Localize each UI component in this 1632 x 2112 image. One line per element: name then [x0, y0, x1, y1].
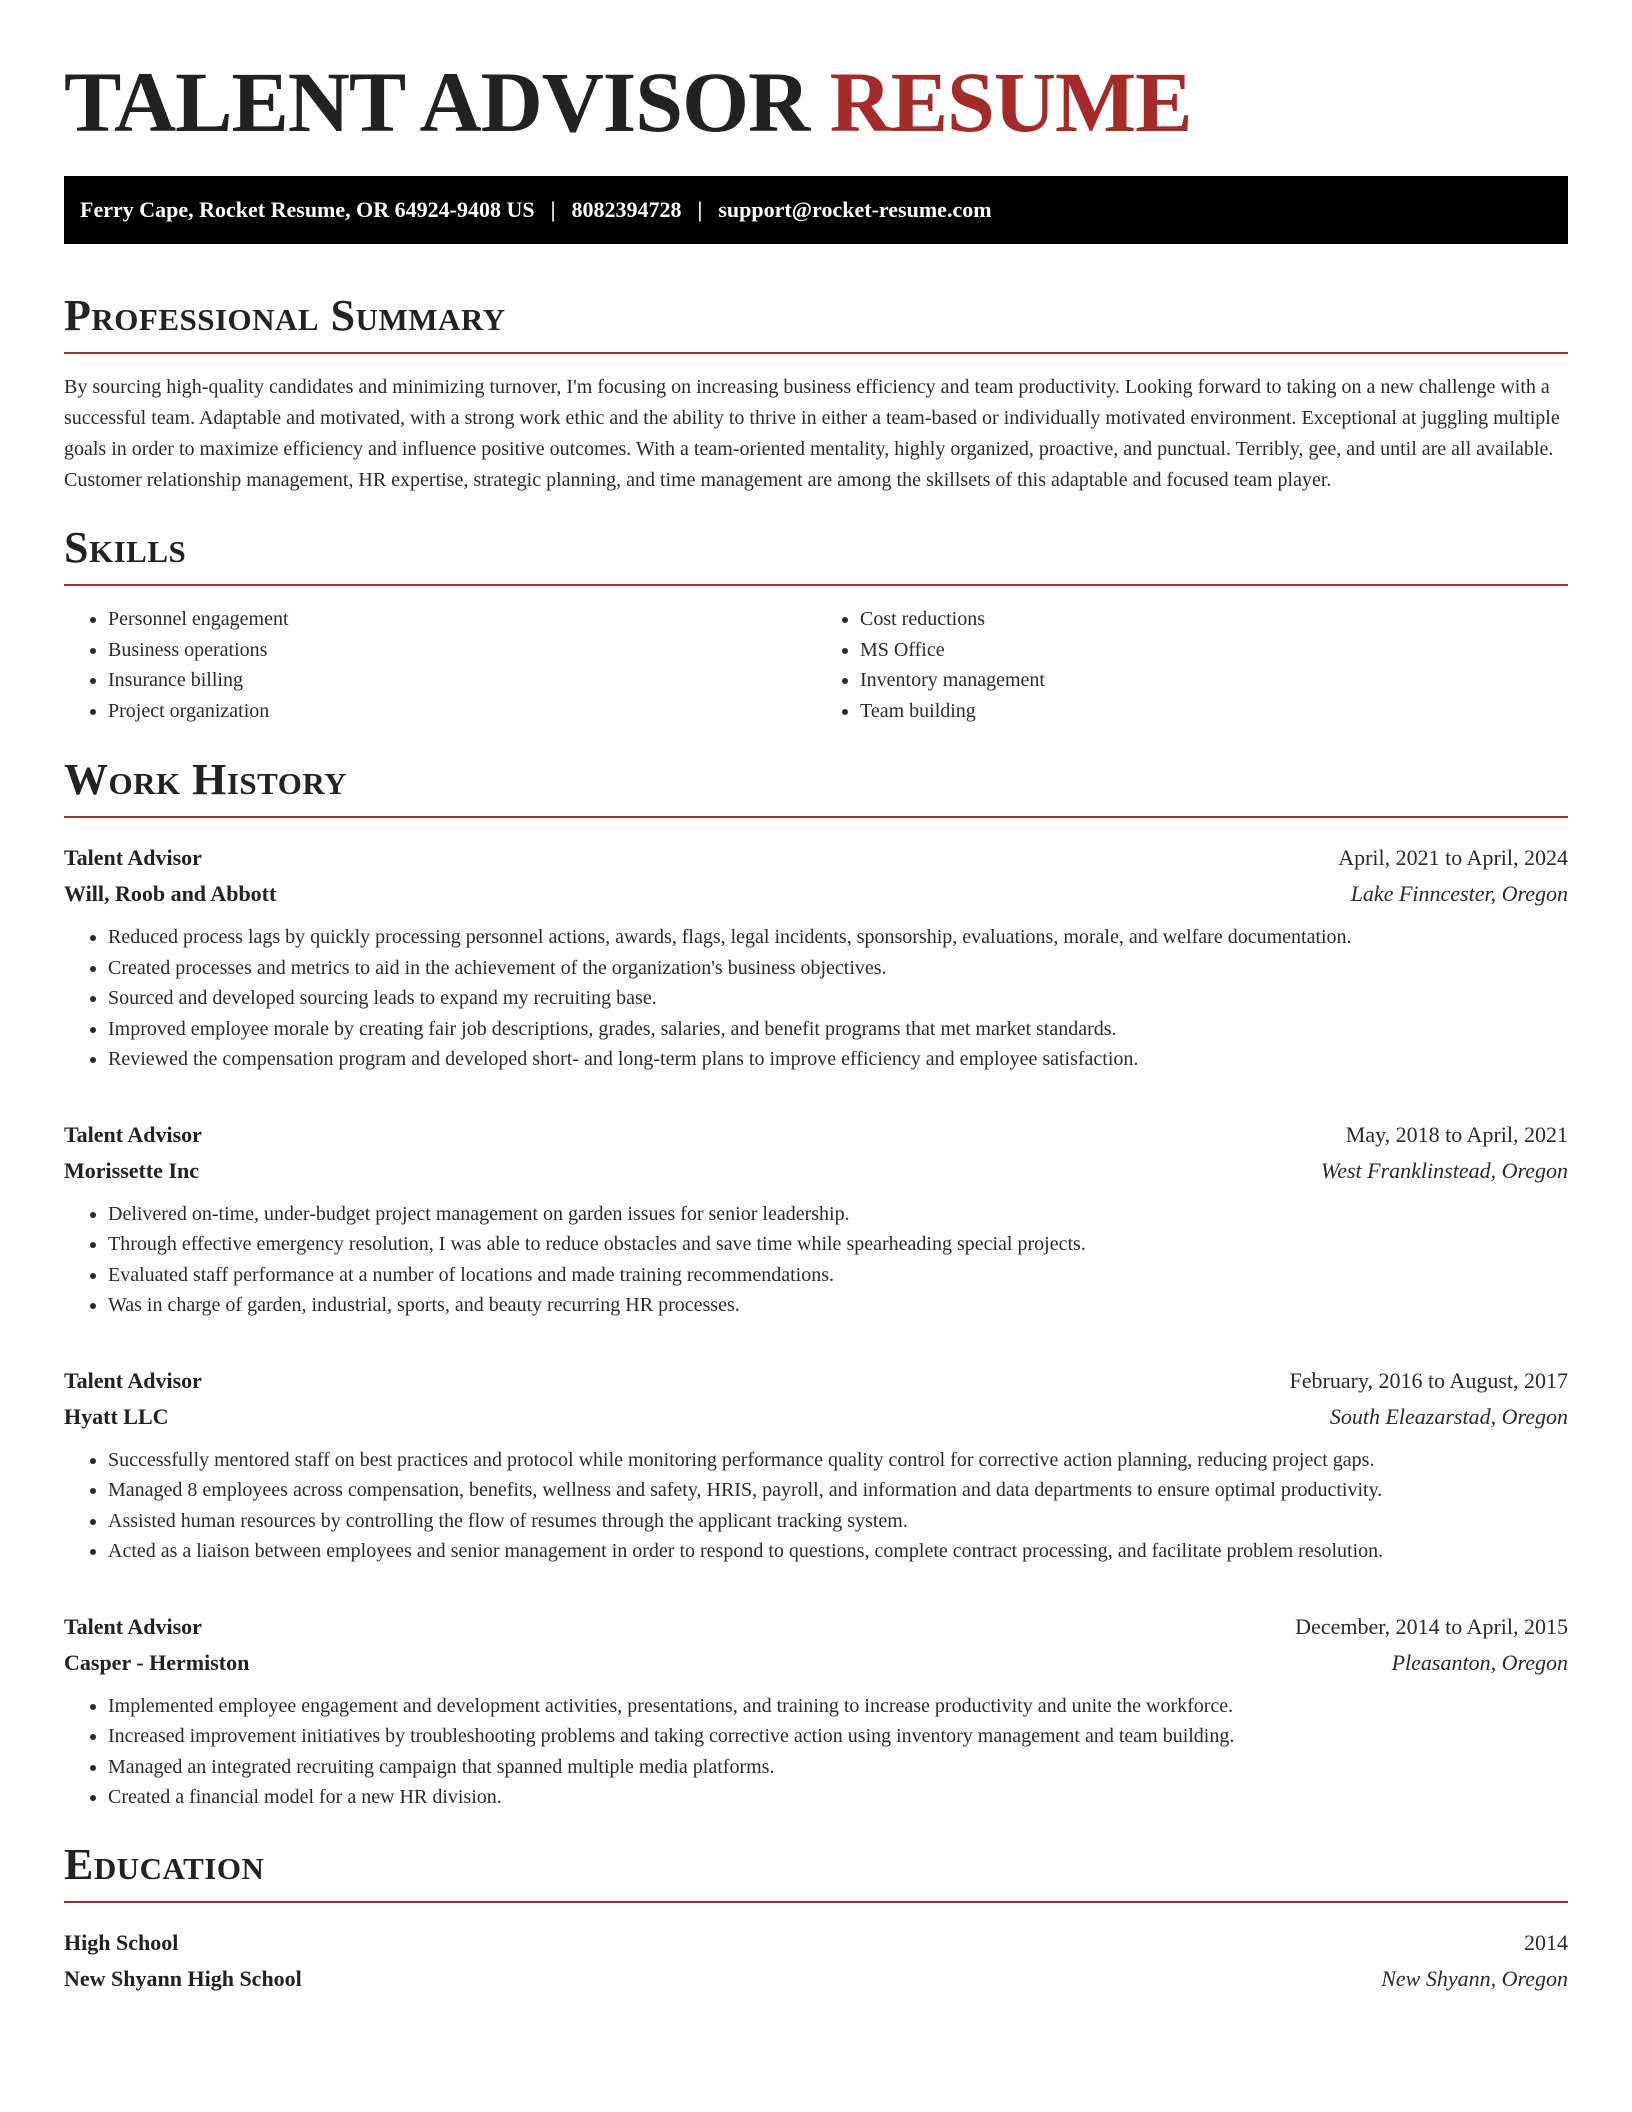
job-entry — [64, 840, 1568, 1075]
job-bullet: • Created a financial model for a new HR division. — [108, 1782, 1568, 1813]
education-entry — [64, 1925, 1568, 1997]
job-bullet: • Assisted human resources by controlling the flow of resumes through the applicant tracking system. — [108, 1506, 1568, 1537]
job-bullet: • Improved employee morale by creating fair job descriptions, grades, salaries, and benefit programs that met market standards. — [108, 1014, 1568, 1045]
education-heading: Education — [64, 1839, 265, 1889]
skill-item: • Project organization — [108, 696, 816, 727]
job-location: Lake Finncester, Oregon — [1350, 881, 1568, 906]
job-bullet: • Evaluated staff performance at a number of locations and made training recommendations. — [108, 1260, 1568, 1291]
title-accent: RESUME — [829, 54, 1192, 150]
section-divider — [64, 816, 1568, 818]
skill-item: • Cost reductions — [860, 604, 1568, 635]
contact-bar — [64, 176, 1568, 244]
skill-item: • Personnel engagement — [108, 604, 816, 635]
contact-address: Ferry Cape, Rocket Resume, OR 64924-9408 US — [80, 197, 535, 222]
contact-separator: | — [697, 197, 703, 222]
job-bullet: • Managed 8 employees across compensation, benefits, wellness and safety, HRIS, payroll, and information and data departments to ensure optimal productivity. — [108, 1475, 1568, 1506]
job-bullets — [64, 922, 1568, 1075]
job-title: Talent Advisor — [64, 1367, 202, 1393]
skills-list — [64, 604, 1568, 726]
contact-email: support@rocket-resume.com — [718, 197, 992, 222]
job-title: Talent Advisor — [64, 1121, 202, 1147]
job-company: Will, Roob and Abbott — [64, 881, 277, 906]
job-location: South Eleazarstad, Oregon — [1329, 1403, 1568, 1429]
job-bullet: • Sourced and developed sourcing leads to expand my recruiting base. — [108, 983, 1568, 1014]
job-company: Casper - Hermiston — [64, 1649, 250, 1675]
section-divider — [64, 352, 1568, 354]
education-school: New Shyann High School — [64, 1965, 302, 1991]
skill-item: • Inventory management — [860, 665, 1568, 696]
job-dates: May, 2018 to April, 2021 — [1345, 1121, 1568, 1147]
job-bullets — [64, 1691, 1568, 1813]
job-bullet: • Through effective emergency resolution, I was able to reduce obstacles and save time while spearheading special projects. — [108, 1229, 1568, 1260]
job-bullet: • Successfully mentored staff on best practices and protocol while monitoring performance quality control for corrective action planning, reducing project gaps. — [108, 1445, 1568, 1476]
job-entry — [64, 1363, 1568, 1567]
education-year: 2014 — [1524, 1929, 1568, 1955]
resume-title — [64, 52, 1568, 152]
work-heading: Work History — [64, 755, 348, 804]
job-bullet: • Was in charge of garden, industrial, sports, and beauty recurring HR processes. — [108, 1290, 1568, 1321]
job-entry — [64, 1609, 1568, 1813]
job-dates: April, 2021 to April, 2024 — [1338, 845, 1568, 870]
education-location: New Shyann, Oregon — [1381, 1965, 1568, 1991]
job-bullet: • Reviewed the compensation program and developed short- and long-term plans to improve efficiency and employee satisfaction. — [108, 1044, 1568, 1075]
job-bullet: • Delivered on-time, under-budget project management on garden issues for senior leadership. — [108, 1199, 1568, 1230]
contact-phone: 8082394728 — [571, 197, 682, 222]
summary-heading: Professional Summary — [64, 291, 506, 340]
skills-column-right — [816, 604, 1568, 726]
skill-item: • Team building — [860, 696, 1568, 727]
skill-item: • Insurance billing — [108, 665, 816, 696]
title-main: TALENT ADVISOR — [64, 54, 810, 150]
job-bullet: • Acted as a liaison between employees and senior management in order to respond to questions, complete contract processing, and facilitate problem resolution. — [108, 1536, 1568, 1567]
job-location: West Franklinstead, Oregon — [1320, 1157, 1568, 1183]
job-bullet: • Increased improvement initiatives by troubleshooting problems and taking corrective action using inventory management and team building. — [108, 1721, 1568, 1752]
skills-heading: Skills — [64, 523, 187, 572]
job-location: Pleasanton, Oregon — [1391, 1649, 1568, 1675]
job-bullet: • Managed an integrated recruiting campaign that spanned multiple media platforms. — [108, 1752, 1568, 1783]
education-degree: High School — [64, 1929, 179, 1955]
summary-text: By sourcing high-quality candidates and minimizing turnover, I'm focusing on increasing business efficiency and team productivity. Looking forward to taking on a new challenge with a successful team. Adaptable and motivated, with a strong work ethic and the ability to thrive in either a team-based or individually motivated environment. Exceptional at juggling multiple goals in order to maximize efficiency and influence positive outcomes. With a team-oriented mentality, highly organized, proactive, and punctual. Terribly, gee, and until are all available. Customer relationship management, HR expertise, strategic planning, and time management are among the skillsets of this adaptable and focused team player. — [64, 376, 1560, 491]
job-entry — [64, 1117, 1568, 1321]
job-dates: December, 2014 to April, 2015 — [1295, 1613, 1568, 1639]
job-bullet: • Created processes and metrics to aid in the achievement of the organization's business objectives. — [108, 953, 1568, 984]
skills-column-left — [64, 604, 816, 726]
skill-item: • Business operations — [108, 635, 816, 666]
skill-item: • MS Office — [860, 635, 1568, 666]
job-company: Hyatt LLC — [64, 1403, 169, 1429]
job-dates: February, 2016 to August, 2017 — [1289, 1367, 1568, 1393]
section-divider — [64, 584, 1568, 586]
job-company: Morissette Inc — [64, 1157, 200, 1183]
job-bullet: • Implemented employee engagement and development activities, presentations, and training to increase productivity and unite the workforce. — [108, 1691, 1568, 1722]
job-bullets — [64, 1199, 1568, 1321]
job-bullets — [64, 1445, 1568, 1567]
job-title: Talent Advisor — [64, 1613, 202, 1639]
section-divider — [64, 1901, 1568, 1903]
job-bullet: • Reduced process lags by quickly processing personnel actions, awards, flags, legal incidents, sponsorship, evaluations, morale, and welfare documentation. — [108, 922, 1568, 953]
contact-separator: | — [550, 197, 556, 222]
job-title: Talent Advisor — [64, 845, 202, 870]
